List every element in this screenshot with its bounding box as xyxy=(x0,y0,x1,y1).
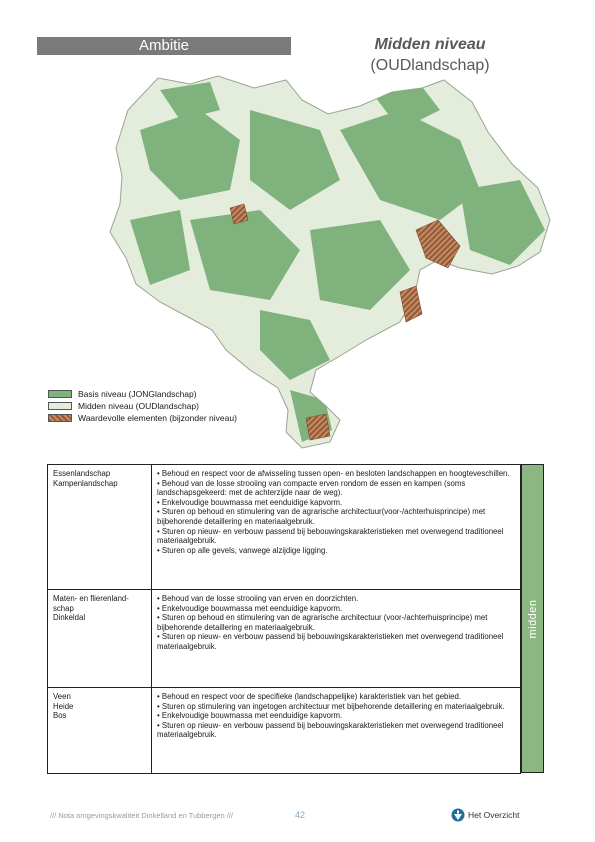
rule-item: • Sturen op stimulering van ingetogen architectuur met bijbehorende detaillering en materiaalgebruik. xyxy=(157,701,505,711)
rule-item: • Enkelvoudige bouwmassa met eenduidige kapvorm. xyxy=(157,603,343,613)
landscape-type-cell xyxy=(48,465,152,590)
rule-item: • Enkelvoudige bouwmassa met eenduidige kapvorm. xyxy=(157,711,343,721)
footer-document-title: /// Nota omgevingskwaliteit Dinkelland en Tubbergen /// xyxy=(50,811,234,820)
rule-item: • Behoud en respect voor de specifieke (landschappelijke) karakteristiek van het gebied. xyxy=(157,692,461,701)
page-number: 42 xyxy=(295,810,306,820)
rule-item: • Sturen op nieuw- en verbouw passend bij bebouwingskarakteristieken met overwegend traditioneel materiaalgebruik. xyxy=(157,720,504,740)
landscape-type-cell xyxy=(48,688,152,774)
legend-label: Midden niveau (OUDlandschap) xyxy=(78,401,199,411)
rule-item: • Sturen op nieuw- en verbouw passend bij bebouwingskarakteristieken met overwegend traditioneel materiaalgebruik. xyxy=(157,526,504,546)
landscape-type: Bos xyxy=(53,711,67,721)
landscape-type: Veen xyxy=(53,692,71,701)
rule-item: • Behoud en respect voor de afwisseling tussen open- en besloten landschappen en hoogteveschillen. xyxy=(157,469,510,478)
brand-name: Het Overzicht xyxy=(468,810,520,820)
rule-item: • Sturen op alle gevels, vanwege alzijdige ligging. xyxy=(157,545,328,555)
rule-item: • Sturen op behoud en stimulering van de agrarische architectuur(voor-/achterhuisprincipe) met bijbehorende detaillering en materiaalgebruik. xyxy=(157,507,486,526)
rules-cell xyxy=(152,590,521,688)
rules-cell xyxy=(152,688,521,774)
legend-item-basis xyxy=(48,388,237,400)
rule-item: • Sturen op behoud en stimulering van de agrarische architectuur (voor-/achterhuisprincipe) met bijbehorende detaillering en materiaalgebruik. xyxy=(157,613,488,632)
landscape-type: Dinkeldal xyxy=(53,613,86,623)
level-side-label xyxy=(521,464,544,773)
table-row xyxy=(48,688,521,774)
level-title: Midden niveau xyxy=(374,36,486,53)
legend-label: Waardevolle elementen (bijzonder niveau) xyxy=(78,413,237,423)
rules-cell xyxy=(152,465,521,590)
legend-swatch-basis xyxy=(48,390,72,398)
map-legend xyxy=(48,388,237,424)
side-label-text: midden xyxy=(526,598,539,639)
rule-item: • Behoud van de losse strooiing van compacte erven rondom de essen en kampen (soms landschapsgekeerd: met de achterzijde naar de weg). xyxy=(157,478,466,498)
footer-brand xyxy=(451,808,520,822)
criteria-table xyxy=(47,464,521,774)
landscape-type: Maten- en flierenland- xyxy=(53,594,129,603)
landscape-type-cell xyxy=(48,590,152,688)
landscape-type: Heide xyxy=(53,701,74,711)
rule-item: • Enkelvoudige bouwmassa met eenduidige kapvorm. xyxy=(157,497,343,507)
legend-label: Basis niveau (JONGlandschap) xyxy=(78,389,197,399)
landscape-type: Essenlandschap xyxy=(53,469,111,478)
table-row xyxy=(48,590,521,688)
legend-item-waardevol xyxy=(48,412,237,424)
section-header: Ambitie xyxy=(37,37,291,55)
table-row xyxy=(48,465,521,590)
rule-item: • Sturen op nieuw- en verbouw passend bij bebouwingskarakteristieken met overwegend traditioneel materiaalgebruik. xyxy=(157,632,504,651)
legend-swatch-waardevol xyxy=(48,414,72,422)
landscape-type: Kampenlandschap xyxy=(53,478,118,488)
rule-item: • Behoud van de losse strooiing van erven en doorzichten. xyxy=(157,594,359,603)
level-subtitle: (OUDlandschap) xyxy=(370,57,490,74)
legend-swatch-midden xyxy=(48,402,72,410)
legend-item-midden xyxy=(48,400,237,412)
landscape-type: schap xyxy=(53,603,74,613)
brand-logo-icon xyxy=(451,808,465,822)
